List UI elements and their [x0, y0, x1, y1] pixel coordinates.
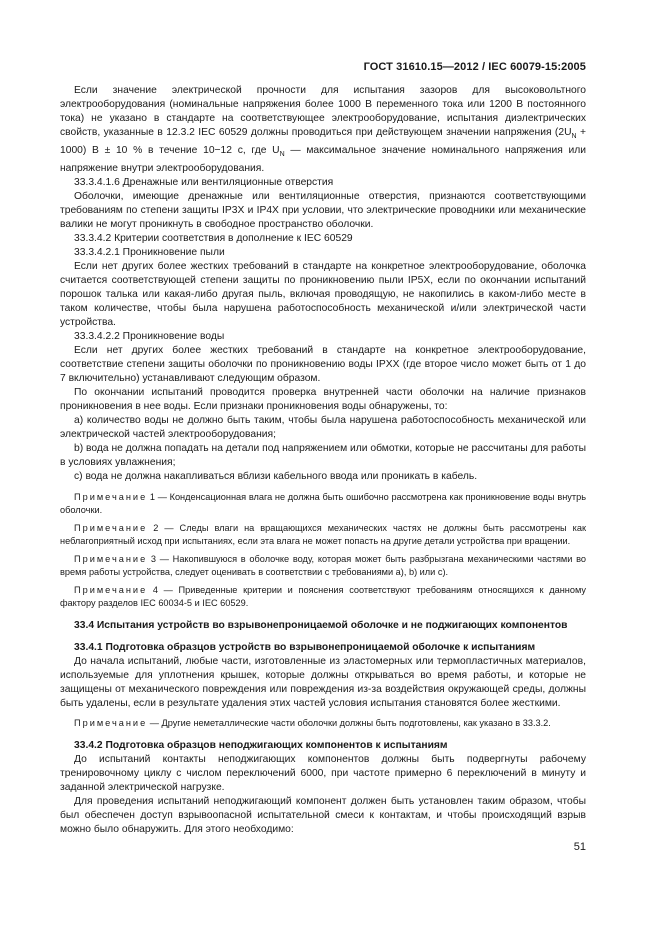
- document-body: [60, 84, 586, 837]
- subsection-heading: 33.4.2 Подготовка образцов неподжигающих компонентов к испытаниям: [74, 739, 448, 751]
- paragraph-inspection: По окончании испытаний проводится проверка внутренней части оболочки на наличие признаков проникновения в нее воды. Если признаки проникновения воды обнаружены, то:: [60, 387, 586, 413]
- clause-heading: 33.3.4.2.1 Проникновение пыли: [74, 247, 225, 259]
- clause-heading: 33.3.4.1.6 Дренажные или вентиляционные отверстия: [74, 177, 334, 189]
- note: [60, 491, 586, 516]
- note-text: 2 — Следы влаги на вращающихся механических частях не должны быть рассмотрены как неблагоприятный исход при испытаниях, если эта влага не может попасть на другие детали устройства при вращении.: [60, 523, 586, 546]
- note-label: Примечание: [74, 718, 148, 729]
- note-text: 4 — Приведенные критерии и пояснения соответствуют требованиям относящихся к данному фактору разделов IEC 60034-5 и IEC 60529.: [60, 585, 586, 608]
- list-item: c) вода не должна накапливаться вблизи кабельного ввода или проникать в кабель.: [74, 471, 478, 483]
- note: [60, 553, 586, 578]
- subsection-heading: 33.4.1 Подготовка образцов устройств во взрывонепроницаемой оболочке к испытаниям: [74, 642, 536, 654]
- paragraph-dust-ingress: Если нет других более жестких требований в стандарте на конкретное электрооборудование, оболочка считается соответствующей степени защиты по проникновению пыли IP5X, если по окончании испытаний порошок талька или какая-либо другая пыль, включая проводящую, не накопились в каком-либо месте в таком количестве, чтобы была нарушена работоспособность механической и/или электрической части устройства.: [60, 261, 586, 329]
- note-label: Примечание: [74, 492, 148, 503]
- clause-heading: 33.3.4.2.2 Проникновение воды: [74, 331, 225, 343]
- note: [60, 717, 586, 730]
- note-label: Примечание: [74, 554, 148, 565]
- paragraph-contact-cycles: До испытаний контакты неподжигающих компонентов должны быть подвергнуты рабочему тренировочному циклу с числом переключений 6000, при частоте примерно 6 переключений в минуту и заданной электрической нагрузке.: [60, 753, 586, 793]
- note: [60, 522, 586, 547]
- subscript-n: N: [571, 133, 577, 141]
- note-text: 1 — Конденсационная влага не должна быть ошибочно рассмотрена как проникновение воды внутрь оболочки.: [60, 492, 586, 515]
- note-text: 3 — Накопившуюся в оболочке воду, которая может быть разбрызгана механическими частями во время работы устройства, следует оценивать в соответствии с требованиями а), b) или с).: [60, 554, 586, 577]
- note: [60, 584, 586, 609]
- paragraph-sample-prep: До начала испытаний, любые части, изготовленные из эластомерных или термопластичных материалов, используемые для уплотнения крышек, которые должны открываться во время работы, и которые не защищены от механического повреждения или повреждения из-за воздействия окружающей среды, должны быть удалены, если в результате удаления этих частей условия испытания становятся более жесткими.: [60, 656, 586, 710]
- paragraph-dielectric-strength: [60, 84, 586, 176]
- text-p1-mid: + 1000) В ± 10 % в течение 10−12 с, где U: [60, 127, 586, 157]
- clause-heading: 33.3.4.2 Критерии соответствия в дополнение к IEC 60529: [74, 233, 353, 245]
- note-text: — Другие неметаллические части оболочки должны быть подготовлены, как указано в 33.3.2.: [147, 718, 551, 729]
- section-heading: 33.4 Испытания устройств во взрывонепроницаемой оболочке и не поджигающих компонентов: [74, 620, 568, 632]
- page-number: 51: [573, 841, 586, 853]
- paragraph-test-setup: Для проведения испытаний неподжигающий компонент должен быть установлен таким образом, чтобы был обеспечен доступ взрывоопасной испытательной смеси к контактам, и чтобы происходящий взрыв можно было обнаружить. Для этого необходимо:: [60, 795, 586, 835]
- note-label: Примечание: [74, 523, 148, 534]
- list-item: b) вода не должна попадать на детали под напряжением или обмотки, которые не рассчитаны для работы в условиях увлажнения;: [60, 443, 586, 469]
- standard-code-header: ГОСТ 31610.15—2012 / IEC 60079-15:2005: [363, 61, 586, 73]
- paragraph-drain-openings: Оболочки, имеющие дренажные или вентиляционные отверстия, признаются соответствующими требованиям по степени защиты IP3X и IP4X при условии, что электрические проводники или механические валики не могут проникнуть в свободное пространство оболочки.: [60, 191, 586, 231]
- text-p1-end: — максимальное значение номинального напряжения или напряжение внутри электрооборудования.: [60, 145, 586, 175]
- text-p1: Если значение электрической прочности для испытания зазоров для высоковольтного электрооборудования (номинальные напряжения более 1000 В переменного тока или 1200 В постоянного тока) не указано в стандарте на соответствующее электрооборудование, испытания диэлектрических свойств, указанные в 12.3.2 IEC 60529 должны проводиться при действующем значении напряжения (2U: [60, 85, 586, 138]
- list-item: a) количество воды не должно быть таким, чтобы была нарушена работоспособность механической или электрической частей электрооборудования;: [60, 415, 586, 441]
- subscript-n: N: [279, 151, 285, 159]
- note-label: Примечание: [74, 585, 148, 596]
- paragraph-water-ingress: Если нет других более жестких требований в стандарте на конкретное электрооборудование, соответствие степени защиты оболочки по проникновению воды IPXX (где второе число может быть от 1 до 7 включительно) устанавливают следующим образом.: [60, 345, 586, 385]
